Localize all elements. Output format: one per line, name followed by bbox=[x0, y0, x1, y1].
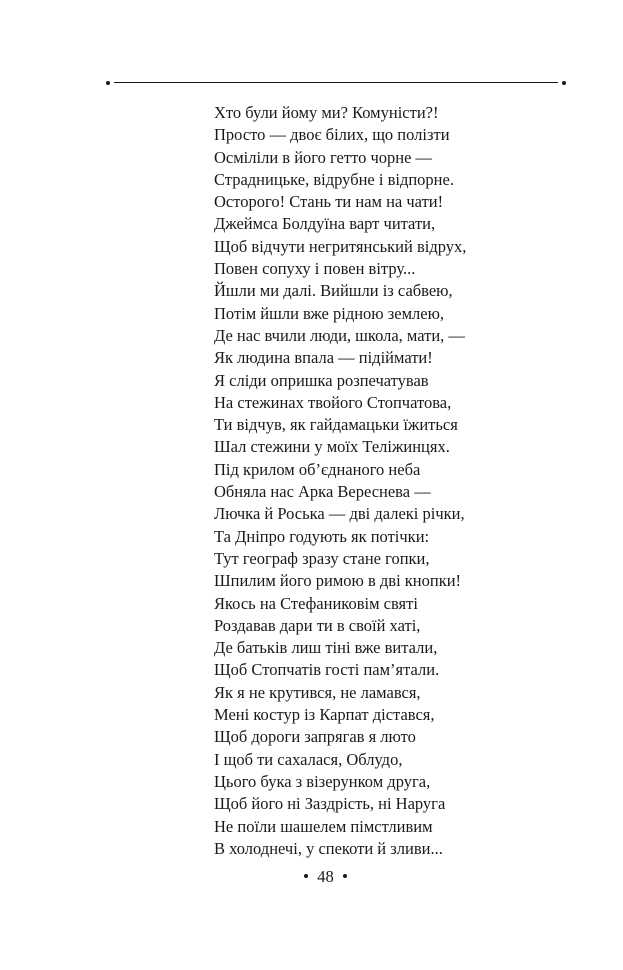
rule-right-dot bbox=[562, 81, 566, 85]
poem-line: Повен сопуху і повен вітру... bbox=[214, 259, 416, 279]
poem-line: Осміліли в його гетто чорне — bbox=[214, 147, 433, 167]
poem-line: Тут географ зразу стане гопки, bbox=[214, 548, 430, 568]
poem-line: І щоб ти сахалася, Облудо, bbox=[214, 749, 403, 769]
poem-line: Лючка й Роська — дві далекі річки, bbox=[214, 504, 465, 524]
poem-line: Щоб його ні Заздрість, ні Наруга bbox=[214, 794, 446, 814]
poem-line: Щоб відчути негритянський відрух, bbox=[214, 236, 467, 256]
folio-right-bullet bbox=[343, 874, 347, 878]
top-ornament-rule bbox=[106, 80, 566, 88]
poem-line: В холоднечі, у спекоти й зливи... bbox=[214, 838, 443, 858]
poem-line: Шал стежини у моїх Теліжинцях. bbox=[214, 437, 450, 457]
rule-left-dot bbox=[106, 81, 110, 85]
poem-line: Просто — двоє білих, що полізти bbox=[214, 125, 450, 145]
poem-line: Джеймса Болдуїна варт читати, bbox=[214, 214, 436, 234]
poem-line: На стежинах твойого Стопчатова, bbox=[214, 392, 452, 412]
poem-line: Страдницьке, відрубне і відпорне. bbox=[214, 169, 454, 189]
poem-line: Та Дніпро годують як потічки: bbox=[214, 526, 430, 546]
poem-line: Щоб дороги запрягав я люто bbox=[214, 727, 416, 747]
poem-line: Обняла нас Арка Вереснева — bbox=[214, 482, 431, 502]
rule-line bbox=[114, 82, 558, 83]
poem-line: Шпилим його римою в дві кнопки! bbox=[214, 571, 462, 591]
page-number: 48 bbox=[317, 867, 334, 886]
poem-line: Якось на Стефаниковім святі bbox=[214, 593, 418, 613]
poem-stanza bbox=[214, 102, 466, 860]
page-footer bbox=[0, 866, 623, 888]
poem-line: Не поїли шашелем пімстливим bbox=[214, 816, 433, 836]
poem-line: Як я не крутився, не ламався, bbox=[214, 682, 421, 702]
poem-line: Хто були йому ми? Комуністи?! bbox=[214, 103, 439, 122]
poem-line: Щоб Стопчатів гості пам’ятали. bbox=[214, 660, 440, 680]
poem-line: Під крилом об’єднаного неба bbox=[214, 459, 421, 479]
poem-line: Мені костур із Карпат дістався, bbox=[214, 705, 435, 725]
folio-left-bullet bbox=[304, 874, 308, 878]
poem-line: Осторого! Стань ти нам на чати! bbox=[214, 192, 444, 212]
poem-line: Я сліди опришка розпечатував bbox=[214, 370, 429, 390]
poem-line: Де батьків лиш тіні вже витали, bbox=[214, 638, 438, 658]
poem-line: Де нас вчили люди, школа, мати, — bbox=[214, 325, 465, 345]
poem-line: Роздавав дари ти в своїй хаті, bbox=[214, 615, 421, 635]
poem-line: Ти відчув, як гайдамацьки їжиться bbox=[214, 415, 458, 435]
poem-line: Йшли ми далі. Вийшли із сабвею, bbox=[214, 281, 453, 301]
poem-line: Цього бука з візерунком друга, bbox=[214, 771, 431, 791]
poem-line: Потім йшли вже рідною землею, bbox=[214, 303, 445, 323]
poem-line: Як людина впала — підіймати! bbox=[214, 348, 433, 368]
